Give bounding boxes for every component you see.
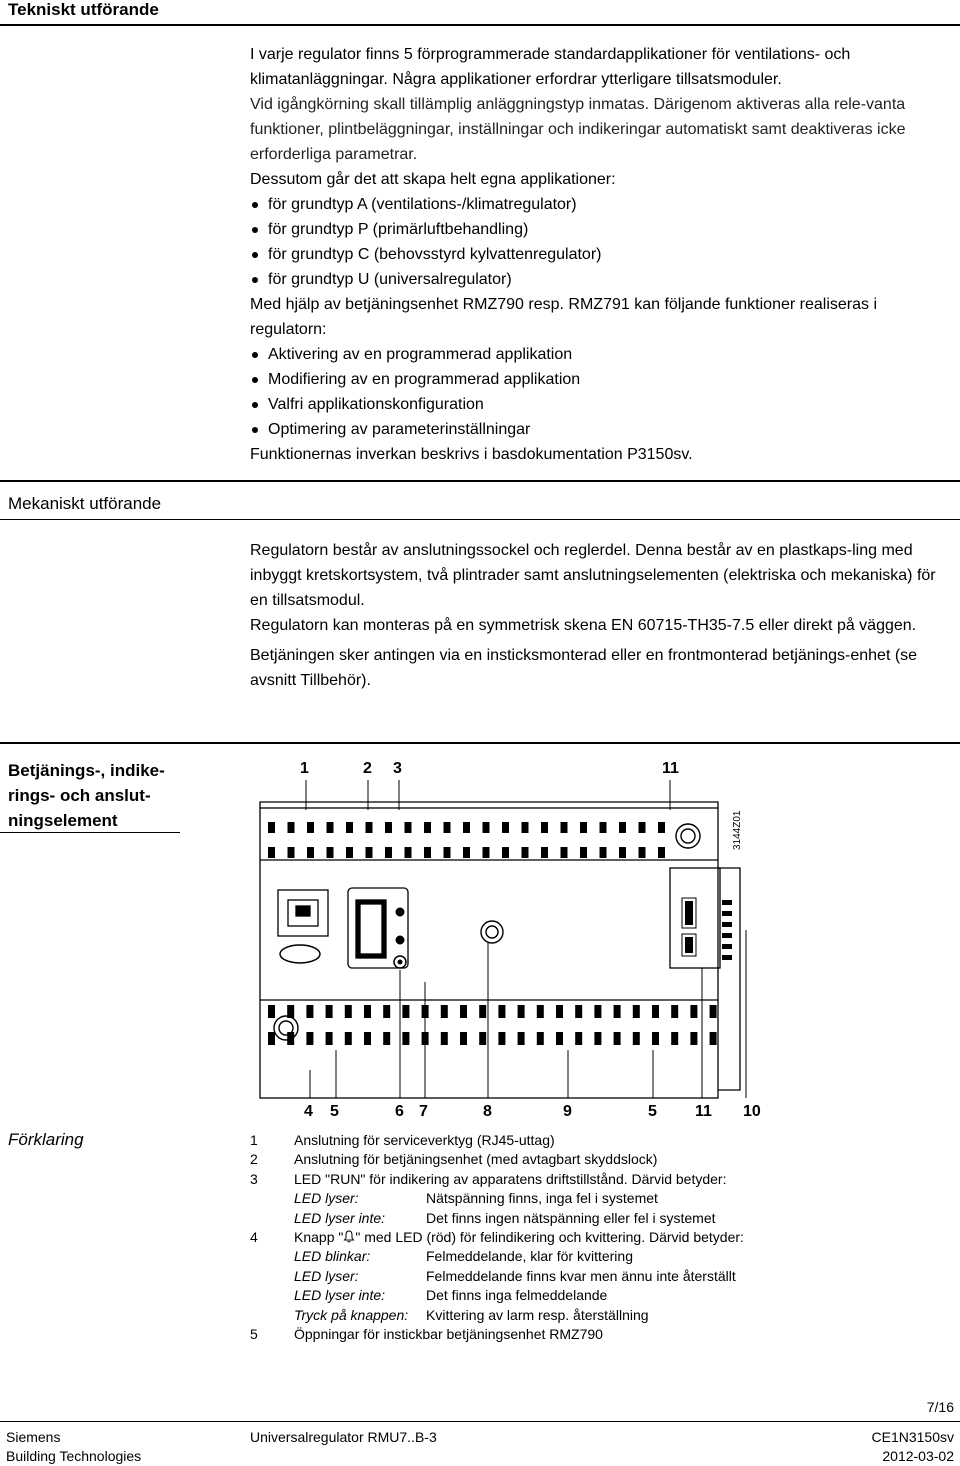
terminal-top-row1 — [288, 822, 295, 833]
terminal-bottom-row2 — [383, 1032, 390, 1045]
terminal-bottom-row2 — [345, 1032, 352, 1045]
section-title-tekniskt: Tekniskt utförande — [8, 0, 159, 19]
terminal-top-row1 — [619, 822, 626, 833]
legend-text: LED "RUN" för indikering av apparatens driftstillstånd. Därvid betyder: — [294, 1170, 727, 1187]
footer-right — [872, 1428, 955, 1466]
grundtyp-list — [250, 192, 955, 292]
legend-sub — [250, 1209, 950, 1228]
controller-diagram — [230, 750, 770, 1130]
footer-company — [6, 1428, 141, 1466]
terminal-top-row1 — [580, 822, 587, 833]
terminal-top-row1 — [522, 822, 529, 833]
terminal-top-row1 — [463, 822, 470, 833]
terminal-top-row1 — [541, 822, 548, 833]
section-divider — [0, 24, 960, 26]
terminal-bottom-row1 — [537, 1005, 544, 1018]
terminal-top-row1 — [366, 822, 373, 833]
list-item: för grundtyp C (behovsstyrd kylvattenregulator) — [250, 242, 955, 267]
tekniskt-list2-intro: Med hjälp av betjäningsenhet RMZ790 resp. RMZ791 kan följande funktioner realiseras i regulatorn: — [250, 296, 878, 338]
terminal-bottom-row1 — [575, 1005, 582, 1018]
company-line-1: Siemens — [6, 1429, 61, 1445]
company-line-2: Building Technologies — [6, 1448, 142, 1464]
terminal-top-row1 — [424, 822, 431, 833]
terminal-top-row2 — [307, 847, 314, 858]
legend-item-2 — [250, 1150, 950, 1169]
terminal-bottom-row2 — [498, 1032, 505, 1045]
terminal-top-row1 — [307, 822, 314, 833]
terminal-bottom-row2 — [710, 1032, 717, 1045]
right-pin — [722, 933, 732, 938]
callout-bottom-9: 9 — [563, 1103, 572, 1120]
legend-sub — [250, 1267, 950, 1286]
legend-text-before: Knapp " — [294, 1229, 344, 1246]
terminal-top-row1 — [639, 822, 646, 833]
legend-sub — [250, 1247, 950, 1266]
legend-num: 2 — [250, 1151, 258, 1168]
callout-bottom-7: 7 — [419, 1103, 428, 1120]
terminal-bottom-row2 — [594, 1032, 601, 1045]
run-led — [396, 908, 404, 916]
terminal-bottom-row2 — [652, 1032, 659, 1045]
title-underline — [0, 832, 180, 833]
terminal-bottom-row2 — [306, 1032, 313, 1045]
terminal-bottom-row2 — [460, 1032, 467, 1045]
callout-top-11: 11 — [662, 760, 679, 777]
terminal-bottom-row2 — [518, 1032, 525, 1045]
list-item: Optimering av parameterinställningar — [250, 417, 955, 442]
sub-key: LED lyser inte: — [294, 1287, 386, 1304]
terminal-top-row2 — [619, 847, 626, 858]
sub-key: Tryck på knappen: — [294, 1306, 409, 1323]
terminal-top-row2 — [658, 847, 665, 858]
legend-title: Förklaring — [8, 1130, 84, 1149]
list-item: för grundtyp A (ventilations-/klimatregulator) — [250, 192, 955, 217]
terminal-top-row2 — [268, 847, 275, 858]
legend-text-after: " med LED (röd) för felindikering och kvittering. Därvid betyder: — [355, 1229, 744, 1246]
terminal-top-row2 — [385, 847, 392, 858]
terminal-bottom-row1 — [383, 1005, 390, 1018]
right-pin — [722, 911, 732, 916]
terminal-top-row2 — [366, 847, 373, 858]
terminal-top-row1 — [483, 822, 490, 833]
terminal-bottom-row1 — [498, 1005, 505, 1018]
terminal-bottom-row1 — [326, 1005, 333, 1018]
terminal-top-row2 — [561, 847, 568, 858]
legend — [250, 1131, 950, 1344]
doc-date: 2012-03-02 — [882, 1448, 954, 1464]
mekaniskt-body — [250, 538, 955, 693]
list-item: för grundtyp P (primärluftbehandling) — [250, 217, 955, 242]
terminal-top-row1 — [658, 822, 665, 833]
terminal-top-row1 — [268, 822, 275, 833]
terminal-top-row2 — [444, 847, 451, 858]
page-number: 7/16 — [926, 1399, 954, 1415]
footer-divider — [0, 1421, 960, 1422]
sub-value: Felmeddelande finns kvar men ännu inte återställt — [426, 1267, 736, 1284]
sub-value: Det finns inga felmeddelande — [426, 1287, 608, 1304]
terminal-bottom-row2 — [364, 1032, 371, 1045]
legend-text: Öppningar för instickbar betjäningsenhet RMZ790 — [294, 1326, 603, 1343]
terminal-bottom-row1 — [652, 1005, 659, 1018]
callout-bottom-6: 6 — [395, 1103, 404, 1120]
terminal-bottom-row2 — [633, 1032, 640, 1045]
rj45-port — [278, 890, 328, 936]
right-pin — [722, 922, 732, 927]
terminal-top-row2 — [580, 847, 587, 858]
list-item: Modifiering av en programmerad applikation — [250, 367, 955, 392]
terminal-bottom-row1 — [479, 1005, 486, 1018]
terminal-top-row2 — [346, 847, 353, 858]
footer-product: Universalregulator RMU7..B-3 — [250, 1429, 437, 1445]
callout-top-2: 2 — [363, 760, 372, 777]
mekaniskt-paragraph-3: Betjäningen sker antingen via en insticksmonterad eller en frontmonterad betjänings-enhet (se avsnitt Tillbehör). — [250, 647, 918, 689]
terminal-bottom-row1 — [710, 1005, 717, 1018]
terminal-bottom-row2 — [556, 1032, 563, 1045]
terminal-bottom-row1 — [633, 1005, 640, 1018]
terminal-top-row2 — [502, 847, 509, 858]
terminal-bottom-row1 — [460, 1005, 467, 1018]
fault-button — [280, 945, 320, 963]
terminal-top-row1 — [444, 822, 451, 833]
terminal-bottom-row2 — [441, 1032, 448, 1045]
terminal-bottom-row1 — [614, 1005, 621, 1018]
terminal-top-row2 — [483, 847, 490, 858]
title-line: Betjänings-, indike- — [8, 761, 165, 780]
callout-top-3: 3 — [393, 760, 402, 777]
tekniskt-paragraph-1: I varje regulator finns 5 förprogrammerade standardapplikationer för ventilations- och klimatanläggningar. Några applikationer erfordrar ytterligare tillsatsmoduler. — [250, 46, 851, 88]
bell-icon — [343, 1230, 355, 1243]
sub-value: Det finns ingen nätspänning eller fel i systemet — [426, 1209, 716, 1226]
terminal-top-row2 — [522, 847, 529, 858]
legend-text — [294, 1228, 744, 1247]
callout-top-1: 1 — [300, 760, 309, 777]
terminal-top-row1 — [385, 822, 392, 833]
terminal-bottom-row2 — [690, 1032, 697, 1045]
legend-sub — [250, 1286, 950, 1305]
sub-key: LED lyser: — [294, 1267, 359, 1284]
title-line: rings- och anslut- — [8, 786, 151, 805]
function-list — [250, 342, 955, 442]
sub-value: Nätspänning finns, inga fel i systemet — [426, 1190, 658, 1207]
terminal-top-row1 — [600, 822, 607, 833]
led-ring-inner — [398, 960, 403, 965]
legend-item-3 — [250, 1170, 950, 1189]
terminal-bottom-row1 — [594, 1005, 601, 1018]
callout-bottom-11: 11 — [695, 1103, 712, 1120]
mekaniskt-paragraph-1: Regulatorn består av anslutningssockel och reglerdel. Denna består av en plastkaps-ling med inbyggt kretskortsystem, två plintrader samt anslutningselementen (elektriska och mekaniska) för en tillsatsmodul. — [250, 542, 936, 609]
sub-key: LED lyser: — [294, 1190, 359, 1207]
right-pin — [722, 955, 732, 960]
tekniskt-closing: Funktionernas inverkan beskrivs i basdokumentation P3150sv. — [250, 446, 693, 463]
terminal-top-row2 — [288, 847, 295, 858]
terminal-bottom-row2 — [537, 1032, 544, 1045]
terminal-bottom-row1 — [518, 1005, 525, 1018]
terminal-top-row2 — [424, 847, 431, 858]
terminal-bottom-row1 — [364, 1005, 371, 1018]
sub-value: Kvittering av larm resp. återställning — [426, 1306, 649, 1323]
mekaniskt-paragraph-2: Regulatorn kan monteras på en symmetrisk skena EN 60715-TH35-7.5 eller direkt på väggen. — [250, 617, 917, 634]
terminal-bottom-row2 — [614, 1032, 621, 1045]
legend-sub — [250, 1189, 950, 1208]
sub-value: Felmeddelande, klar för kvittering — [426, 1248, 633, 1265]
terminal-top-row2 — [327, 847, 334, 858]
legend-num: 5 — [250, 1326, 258, 1343]
right-pin — [722, 900, 732, 905]
terminal-top-row1 — [561, 822, 568, 833]
terminal-top-row2 — [600, 847, 607, 858]
legend-item-1 — [250, 1131, 950, 1150]
terminal-bottom-row1 — [268, 1005, 275, 1018]
tekniskt-paragraph-2: Vid igångkörning skall tillämplig anläggningstyp inmatas. Därigenom aktiveras alla rele-vanta funktioner, plintbeläggningar, inställningar och indikeringar automatiskt samt deaktiveras icke erforderliga parametrar. — [250, 96, 906, 163]
terminal-bottom-row1 — [345, 1005, 352, 1018]
callout-bottom-10: 10 — [743, 1103, 761, 1120]
sub-key: LED lyser inte: — [294, 1209, 386, 1226]
terminal-top-row1 — [327, 822, 334, 833]
legend-num: 3 — [250, 1170, 258, 1187]
terminal-top-row1 — [346, 822, 353, 833]
title-line: ningselement — [8, 811, 118, 830]
list-item: Aktivering av en programmerad applikation — [250, 342, 955, 367]
section-divider — [0, 519, 960, 520]
section-divider — [0, 742, 960, 744]
section-title-mekaniskt: Mekaniskt utförande — [8, 494, 162, 513]
callout-bottom-5: 5 — [330, 1103, 339, 1120]
callout-bottom-4: 4 — [304, 1103, 313, 1120]
section-divider — [0, 480, 960, 482]
terminal-bottom-row1 — [690, 1005, 697, 1018]
terminal-bottom-row2 — [326, 1032, 333, 1045]
list-item: för grundtyp U (universalregulator) — [250, 267, 955, 292]
fault-led — [396, 936, 404, 944]
terminal-bottom-row2 — [402, 1032, 409, 1045]
terminal-bottom-row1 — [556, 1005, 563, 1018]
legend-sub — [250, 1306, 950, 1325]
callout-bottom-5b: 5 — [648, 1103, 657, 1120]
terminal-bottom-row2 — [479, 1032, 486, 1045]
legend-num: 1 — [250, 1132, 258, 1148]
terminal-bottom-row1 — [402, 1005, 409, 1018]
terminal-bottom-row1 — [306, 1005, 313, 1018]
diagram-code: 3144Z01 — [732, 810, 743, 850]
tekniskt-body — [250, 42, 955, 467]
legend-text: Anslutning för serviceverktyg (RJ45-uttag) — [294, 1132, 555, 1148]
terminal-bottom-row1 — [671, 1005, 678, 1018]
legend-item-4 — [250, 1228, 950, 1247]
terminal-bottom-row2 — [575, 1032, 582, 1045]
terminal-bottom-row1 — [441, 1005, 448, 1018]
doc-id: CE1N3150sv — [871, 1429, 954, 1445]
sub-key: LED blinkar: — [294, 1248, 371, 1265]
terminal-top-row2 — [639, 847, 646, 858]
terminal-top-row1 — [502, 822, 509, 833]
legend-text: Anslutning för betjäningsenhet (med avtagbart skyddslock) — [294, 1151, 658, 1168]
legend-item-5 — [250, 1325, 950, 1344]
terminal-top-row1 — [405, 822, 412, 833]
list-item: Valfri applikationskonfiguration — [250, 392, 955, 417]
terminal-top-row2 — [405, 847, 412, 858]
terminal-top-row2 — [541, 847, 548, 858]
legend-num: 4 — [250, 1229, 258, 1246]
callout-bottom-8: 8 — [483, 1103, 492, 1120]
terminal-bottom-row2 — [671, 1032, 678, 1045]
right-pin — [722, 944, 732, 949]
section-title-betjanings — [8, 758, 165, 833]
terminal-bottom-row2 — [268, 1032, 275, 1045]
terminal-top-row2 — [463, 847, 470, 858]
tekniskt-list-intro: Dessutom går det att skapa helt egna applikationer: — [250, 171, 616, 188]
